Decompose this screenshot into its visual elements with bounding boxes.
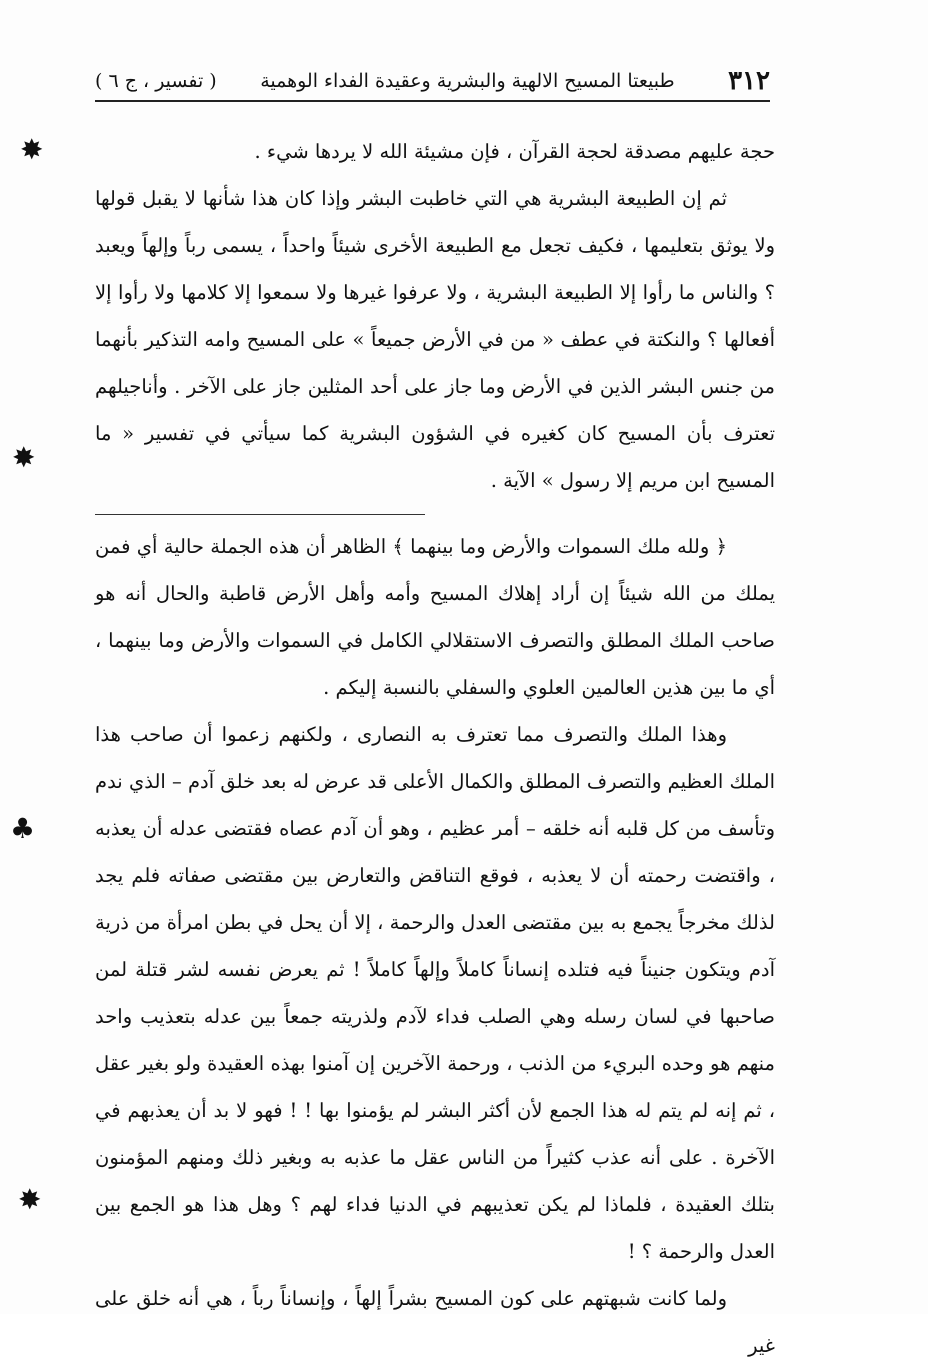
- margin-star-icon: ✸: [20, 133, 44, 166]
- paragraph-5: ولما كانت شبهتهم على كون المسيح بشراً إلهاً ، وإنساناً رباً ، هي أنه خلق على غير: [95, 1287, 775, 1357]
- section-divider: [95, 514, 425, 515]
- series-label: ( تفسير ، ج ٦ ): [95, 70, 217, 92]
- paragraph-1: حجة عليهم مصدقة لحجة القرآن ، فإن مشيئة الله لا يردها شيء .: [254, 140, 775, 163]
- margin-star-icon: ♣: [10, 812, 36, 845]
- margin-star-icon: ✸: [18, 1183, 42, 1216]
- page-number: ٣١٢: [728, 66, 770, 96]
- paragraph-4: وهذا الملك والتصرف مما تعترف به النصارى ، ولكنهم زعموا أن صاحب هذا الملك العظيم والتصرف المطلق والكمال الأعلى قد عرض له بعد خلق آدم – الذي ندم وتأسف من كل قلبه أنه خلقه – أمر عظيم ، وهو أن آدم عصاه فقتضى عدله أن يعذبه ، واقتضت رحمته أن لا يعذبه ، فوقع التناقض والتعارض بين مقتضى صفاته فلم يجد لذلك مخرجاً يجمع به بين مقتضى العدل والرحمة ، إلا أن يحل في بطن امرأة من ذرية آدم ويتكون جنيناً فيه فتلده إنساناً كاملاً وإلهاً كاملاً ! ثم يعرض نفسه لشر قتلة لمن صاحبها في لسان رسله وهي الصلب فداء لآدم ولذريته جمعاً بين عدله بتعذيب واحد منهم هو وحده البريء من الذنب ، ورحمة الآخرين إن آمنوا بهذه العقيدة ولو بغير عقل ، ثم إنه لم يتم له هذا الجمع لأن أكثر البشر لم يؤمنوا بها ! ! فهو لا بد أن يعذبهم في الآخرة . على أنه عذب كثيراً من الناس عقل ما عذبه به وبغير ذلك ومنهم المؤمنون بتلك العقيدة ، فلماذا لم يكن تعذيبهم في الدنيا فداء لهم ؟ وهل هذا هو الجمع بين العدل والرحمة ؟ !: [95, 723, 775, 1263]
- paragraph-2: ثم إن الطبيعة البشرية هي التي خاطبت البشر وإذا كان هذا شأنها لا يقبل قولها ولا يوثق بتعليمها ، فكيف تجعل مع الطبيعة الأخرى شيئاً واحداً ، يسمى رباً وإلهاً ويعبد ؟ والناس ما رأوا إلا الطبيعة البشرية ، ولا عرفوا غيرها ولا سمعوا إلا كلامها ولا رأوا إلا أفعالها ؟ والنكتة في عطف « من في الأرض جميعاً » على المسيح وامه التذكير بأنهما من جنس البشر الذين في الأرض وما جاز على أحد المثلين جاز على الآخر . وأناجيلهم تعترف بأن المسيح كان كغيره في الشؤون البشرية كما سيأتي في تفسير « ما المسيح ابن مريم إلا رسول » الآية .: [95, 187, 775, 492]
- running-title: طبيعتا المسيح الالهية والبشرية وعقيدة الفداء الوهمية: [260, 70, 675, 92]
- margin-star-icon: ✸: [12, 441, 36, 474]
- page-body: [95, 128, 775, 1369]
- paragraph-3: ﴿ ولله ملك السموات والأرض وما بينهما ﴾ الظاهر أن هذه الجملة حالية أي فمن يملك من الله شيئاً إن أراد إهلاك المسيح وأمه وأهل الأرض قاطبة والحال أنه هو صاحب الملك المطلق والتصرف الاستقلالي الكامل في السموات والأرض وما بينهما ، أي ما بين هذين العالمين العلوي والسفلي بالنسبة إليكم .: [95, 535, 775, 699]
- page-header: [95, 62, 770, 102]
